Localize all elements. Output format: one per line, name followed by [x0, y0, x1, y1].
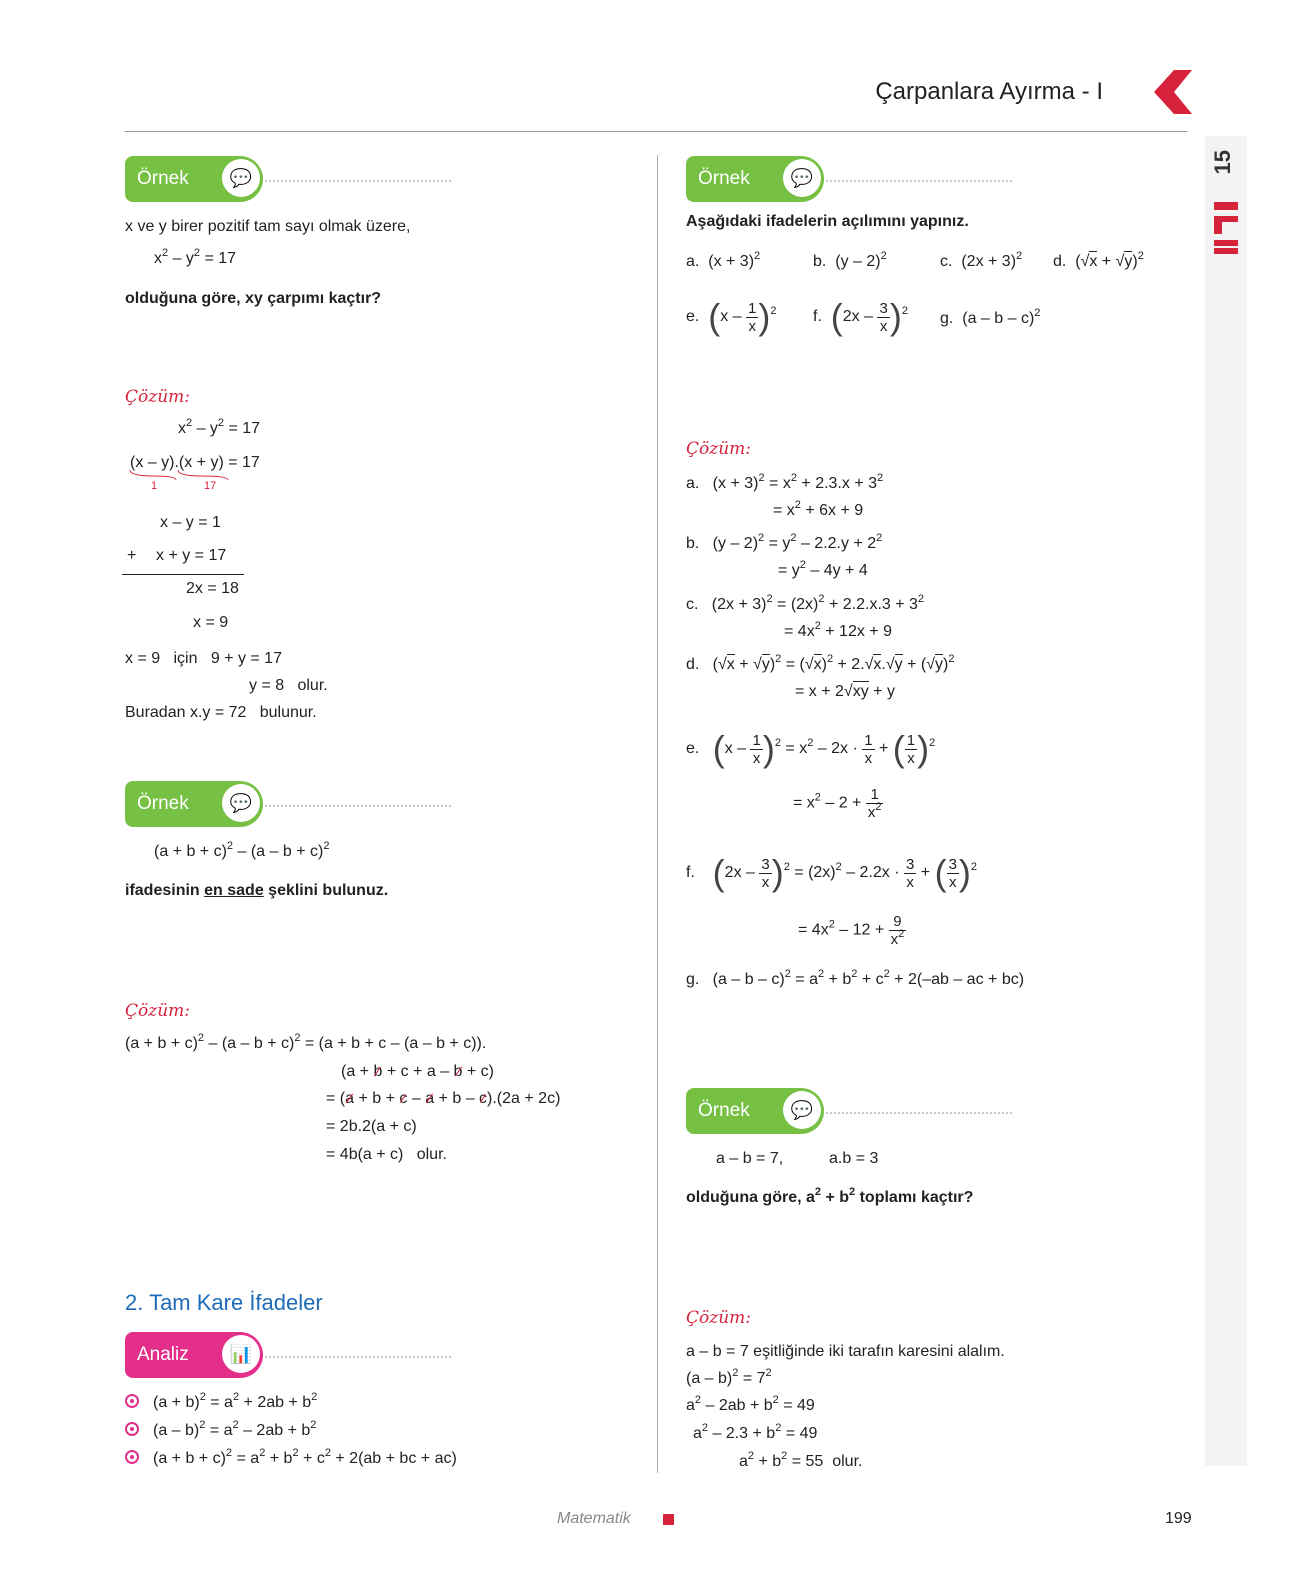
analiz-label: Analiz — [137, 1344, 189, 1365]
ornek-label: Örnek — [698, 1100, 750, 1121]
ornek-badge-2 — [125, 781, 263, 827]
footer-subject: Matematik — [557, 1510, 631, 1527]
identity-2: $(a - b)^2 = a^2 - 2ab + b^2$ — [125, 1422, 316, 1440]
ex1-intro: x ve y birer pozitif tam sayı olmak üzere, — [125, 218, 411, 235]
chat-bubbles-icon: 💬 — [229, 168, 253, 188]
ex4-given-2: a.b = 3 — [829, 1150, 879, 1167]
analiz-badge — [125, 1332, 263, 1378]
side-tab-number: 15 — [1210, 150, 1235, 175]
ornek-label: Örnek — [137, 793, 189, 814]
ex3-item-c: c. $(2x + 3)^2$ — [940, 250, 1023, 270]
ex1-step-6: y = 8 olur. — [249, 677, 328, 694]
ex4-step-2: $(a - b)^2 = 7^2$ — [686, 1367, 772, 1387]
ex3-ans-b2: = $y^2 - 4y + 4$ — [778, 559, 868, 579]
ex1-brace-label-2: 17 — [204, 480, 217, 492]
page-header-title: Çarpanlara Ayırma - I — [875, 78, 1103, 105]
ex3-item-g: g. (a – b – c)$^2$ — [940, 307, 1041, 327]
ex2-q-underlined: en sade — [204, 882, 264, 899]
fcz-logo-icon — [1212, 200, 1240, 256]
ex3-ans-g: g. $(a - b - c)^2 = a^2 + b^2 + c^2 + 2(-ab$ – ac + bc) — [686, 968, 1025, 988]
footer-square-icon — [663, 1514, 674, 1525]
ex1-sum-line — [122, 574, 244, 575]
side-tab — [1205, 136, 1247, 1466]
ex1-step-3: 2x = 18 — [186, 580, 239, 597]
ex3-ans-a2: = $x^2 + 6x + 9$ — [773, 499, 864, 519]
ornek-badge-3 — [686, 156, 824, 202]
badge-dots — [265, 180, 451, 182]
column-divider — [657, 155, 658, 1473]
ex1-step-1: x – y = 1 — [160, 514, 221, 531]
ornek-badge-4 — [686, 1088, 824, 1134]
ex3-ans-f2: = $4x^2 - 12$ + $\frac{9}{x^2}$ — [798, 913, 905, 948]
badge-dots — [265, 1356, 451, 1358]
ex3-item-f: f. (2x – $\frac{3}{x}$ )$^2$ — [813, 296, 908, 337]
cozum-label-1: Çözüm: — [125, 387, 190, 407]
identity-3: $(a + b + c)^2 = a^2 + b^2 + c^2 + 2(ab$ + bc + ac) — [125, 1450, 457, 1468]
ex3-ans-f1: f. (2x – $\frac{3}{x}$ )$^2 = (2x)^2 - 2.2x$ · $\frac{3}{x}$ + ( $\frac{3}{x}$ )$^2$ — [686, 852, 978, 893]
ex1-plus-sign: + — [127, 547, 137, 564]
ex1-question: olduğuna göre, xy çarpımı kaçtır? — [125, 290, 382, 307]
ornek-label: Örnek — [137, 168, 189, 189]
ex1-step-5: x = 9 için 9 + y = 17 — [125, 650, 282, 667]
ex4-given-1: a – b = 7, — [716, 1150, 784, 1167]
bar-chart-icon: 📊 — [229, 1344, 253, 1364]
header-chevron-icon — [1152, 68, 1194, 116]
ex4-step-3: $a^2 - 2ab + b^2 = 49$ — [686, 1394, 815, 1414]
ex3-ans-d1: d. $(√x + √y)^2 = (√x)^2 + 2.√x.√y + (√y)^2$ — [686, 653, 955, 673]
chat-bubbles-icon: 💬 — [790, 168, 814, 188]
ex3-item-b: b. (y – 2)$^2$ — [813, 250, 887, 270]
ex2-line-5: = 4b(a + c) olur. — [326, 1146, 447, 1163]
ex2-line-4: = 2b.2(a + c) — [326, 1118, 417, 1135]
ex2-line-2: (a + b + c + a – b + c) — [341, 1063, 494, 1080]
ornek-label: Örnek — [698, 168, 750, 189]
ornek-badge-1 — [125, 156, 263, 202]
ex2-q-pre: ifadesinin — [125, 882, 205, 899]
ex3-intro: Aşağıdaki ifadelerin açılımını yapınız. — [686, 213, 969, 230]
section-title: 2. Tam Kare İfadeler — [125, 1290, 323, 1315]
page-number: 199 — [1165, 1510, 1192, 1527]
ex4-question: olduğuna göre, $a^2 + b^2$ toplamı kaçtır? — [686, 1186, 974, 1206]
badge-dots — [265, 805, 451, 807]
cozum-label-2: Çözüm: — [125, 1001, 190, 1021]
ex3-ans-c1: c. $(2x + 3)^2 = (2x)^2 + 2.2.x.3 + 3^2$ — [686, 593, 925, 613]
chat-bubbles-icon: 💬 — [790, 1100, 814, 1120]
ex1-braces — [128, 468, 238, 480]
ex3-item-d: d. $(√x + √y)^2$ — [1053, 250, 1144, 270]
ex3-ans-a1: a. $(x + 3)^2 = x^2 + 2.3.x + 3^2$ — [686, 472, 884, 492]
ex1-step-7: Buradan x.y = 72 bulunur. — [125, 704, 317, 721]
ex2-question — [125, 882, 388, 900]
header-divider — [125, 131, 1187, 132]
ex3-ans-b1: b. $(y - 2)^2 = y^2 - 2.2.y + 2^2$ — [686, 532, 883, 552]
ex3-item-a: a. $(x + 3)^2$ — [686, 250, 761, 270]
ex4-step-1: a – b = 7 eşitliğinde iki tarafın karesini alalım. — [686, 1343, 1005, 1360]
identity-1: $(a + b)^2 = a^2 + 2ab + b^2$ — [125, 1394, 317, 1412]
badge-dots — [826, 180, 1012, 182]
ex2-q-post: şeklini bulunuz. — [263, 882, 389, 899]
cozum-label-3: Çözüm: — [686, 439, 751, 459]
ex2-line-1: $(a + b + c)^2 - (a - b + c)^2 = (a + b + c - (a - b + c))$. — [125, 1032, 487, 1052]
ex1-step-eq: $x^2 - y^2 = 17$ — [178, 417, 261, 437]
ex1-brace-label-1: 1 — [151, 480, 158, 492]
ex1-step-4: x = 9 — [193, 614, 229, 631]
badge-dots — [826, 1112, 1012, 1114]
ex2-expression: $(a + b + c)^2 - (a - b + c)^2$ — [154, 840, 330, 860]
ex3-ans-e2: = $x^2 - 2$ + $\frac{1}{x^2}$ — [793, 786, 882, 821]
ex1-factored: (x – y).(x + y) = 17 — [130, 454, 260, 471]
ex4-step-5: $a^2 + b^2 = 55$ olur. — [739, 1450, 863, 1470]
ex3-ans-d2: = x + 2√xy + y — [795, 683, 895, 700]
ex3-ans-c2: = $4x^2 + 12x + 9$ — [784, 620, 892, 640]
ex1-equation: $x^2 - y^2 = 17$ — [154, 247, 237, 267]
ex3-ans-e1: e. (x – $\frac{1}{x}$ )$^2 = x^2 - 2x$ · $\frac{1}{x}$ + ( $\frac{1}{x}$ )$^2$ — [686, 728, 936, 769]
ex1-step-2: x + y = 17 — [156, 547, 227, 564]
ex4-step-4: $a^2 - 2.3 + b^2 = 49$ — [693, 1422, 818, 1442]
ex3-item-e: e. (x – $\frac{1}{x}$ )$^2$ — [686, 296, 777, 337]
chat-bubbles-icon: 💬 — [229, 793, 253, 813]
ex2-line-3: = (a + b + c – a + b – c).(2a + 2c) — [326, 1090, 561, 1107]
cozum-label-4: Çözüm: — [686, 1308, 751, 1328]
